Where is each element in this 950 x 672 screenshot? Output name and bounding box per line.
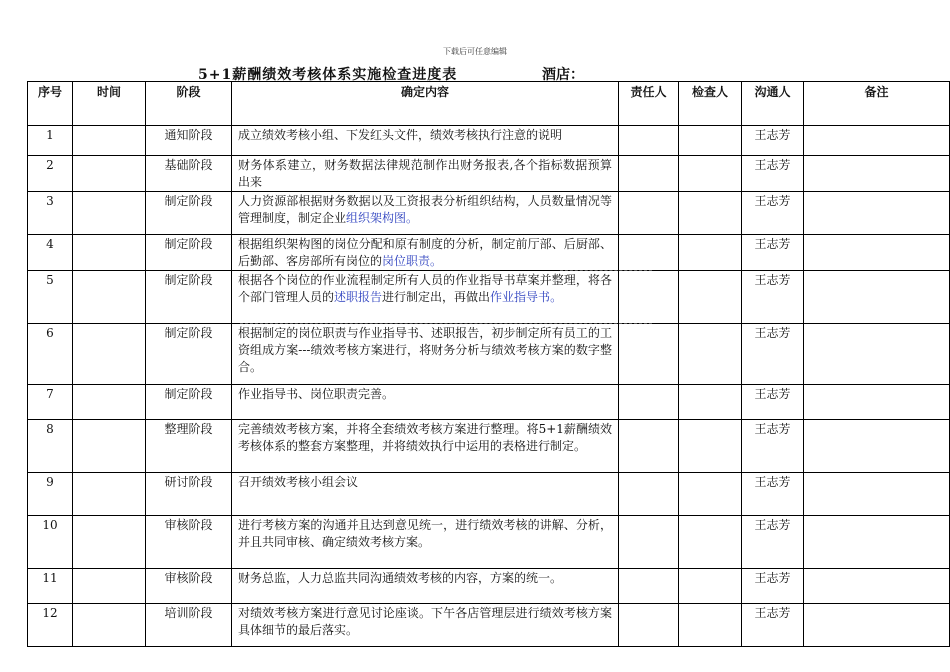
table-row	[28, 126, 950, 156]
table-row	[28, 569, 950, 604]
table-body	[28, 126, 950, 647]
cell-remark	[804, 271, 950, 324]
cell-time	[73, 235, 146, 271]
cell-time	[73, 420, 146, 473]
cell-time	[73, 271, 146, 324]
cell-stage: 研讨阶段	[146, 473, 232, 516]
cell-content	[232, 569, 619, 604]
cell-remark	[804, 420, 950, 473]
cell-content	[232, 156, 619, 192]
header-remark: 备注	[804, 82, 950, 126]
cell-owner	[619, 156, 679, 192]
cell-seq: 6	[28, 324, 73, 385]
cell-owner	[619, 271, 679, 324]
cell-remark	[804, 156, 950, 192]
cell-owner	[619, 516, 679, 569]
cell-remark	[804, 385, 950, 420]
cell-seq: 3	[28, 192, 73, 235]
cell-content	[232, 126, 619, 156]
header-content: 确定内容	[232, 82, 619, 126]
cell-communicator: 王志芳	[742, 324, 804, 385]
content-text: 根据组织架构图的岗位分配和原有制度的分析，制定前厅部、后厨部、后勤部、客房部所有岗位的	[238, 237, 612, 268]
cell-remark	[804, 604, 950, 647]
page-note: 下载后可任意编辑	[443, 47, 507, 56]
header-owner: 责任人	[619, 82, 679, 126]
cell-stage: 制定阶段	[146, 192, 232, 235]
content-link[interactable]: 岗位职责	[382, 254, 431, 268]
table-row	[28, 385, 950, 420]
cell-checker	[679, 420, 742, 473]
content-text-tail: 。	[550, 290, 563, 304]
cell-time	[73, 156, 146, 192]
cell-owner	[619, 420, 679, 473]
cell-stage: 制定阶段	[146, 385, 232, 420]
cell-content	[232, 516, 619, 569]
header-seq: 序号	[28, 82, 73, 126]
cell-owner	[619, 324, 679, 385]
cell-checker	[679, 235, 742, 271]
cell-content	[232, 192, 619, 235]
cell-stage: 基础阶段	[146, 156, 232, 192]
dashed-guide-top	[560, 270, 652, 271]
cell-content	[232, 420, 619, 473]
cell-remark	[804, 126, 950, 156]
cell-remark	[804, 235, 950, 271]
content-text: 召开绩效考核小组会议	[238, 475, 359, 489]
cell-communicator: 王志芳	[742, 473, 804, 516]
content-text: 人力资源部根据财务数据以及工资报表分析组织结构，人员数量情况等管理制度，制定企业	[238, 194, 612, 225]
content-text: 完善绩效考核方案，并将全套绩效考核方案进行整理。将5+1薪酬绩效考核体系的整套方案整理，并将绩效执行中运用的表格进行制定。	[238, 422, 612, 453]
cell-content	[232, 271, 619, 324]
table-row	[28, 192, 950, 235]
cell-remark	[804, 324, 950, 385]
content-text: 根据各个岗位的作业流程制定所有人员的作业指导书草案并整理，将各个部门管理人员的	[238, 273, 612, 304]
header-stage: 阶段	[146, 82, 232, 126]
cell-stage: 审核阶段	[146, 516, 232, 569]
cell-content	[232, 385, 619, 420]
table-row	[28, 271, 950, 324]
table-row	[28, 473, 950, 516]
cell-checker	[679, 604, 742, 647]
cell-content	[232, 473, 619, 516]
cell-stage: 培训阶段	[146, 604, 232, 647]
progress-table	[27, 81, 950, 647]
content-text: 作业指导书、岗位职责完善。	[238, 387, 395, 401]
cell-checker	[679, 324, 742, 385]
header-time: 时间	[73, 82, 146, 126]
cell-owner	[619, 473, 679, 516]
cell-communicator: 王志芳	[742, 516, 804, 569]
cell-seq: 1	[28, 126, 73, 156]
cell-stage: 制定阶段	[146, 324, 232, 385]
cell-seq: 5	[28, 271, 73, 324]
content-text: 成立绩效考核小组、下发红头文件，绩效考核执行注意的说明	[238, 128, 563, 142]
cell-seq: 9	[28, 473, 73, 516]
cell-seq: 12	[28, 604, 73, 647]
cell-time	[73, 385, 146, 420]
cell-time	[73, 473, 146, 516]
cell-owner	[619, 235, 679, 271]
content-link-2[interactable]: 作业指导书	[490, 290, 551, 304]
cell-communicator: 王志芳	[742, 156, 804, 192]
cell-remark	[804, 569, 950, 604]
cell-time	[73, 516, 146, 569]
cell-remark	[804, 473, 950, 516]
cell-stage: 制定阶段	[146, 271, 232, 324]
cell-owner	[619, 385, 679, 420]
cell-remark	[804, 516, 950, 569]
cell-time	[73, 604, 146, 647]
cell-remark	[804, 192, 950, 235]
cell-checker	[679, 126, 742, 156]
cell-content	[232, 324, 619, 385]
cell-time	[73, 126, 146, 156]
content-text-tail: 。	[430, 254, 443, 268]
cell-seq: 10	[28, 516, 73, 569]
content-text: 财务体系建立，财务数据法律规范制作出财务报表,各个指标数据预算出来	[238, 158, 612, 189]
table-row	[28, 604, 950, 647]
cell-checker	[679, 569, 742, 604]
cell-checker	[679, 473, 742, 516]
cell-communicator: 王志芳	[742, 385, 804, 420]
cell-seq: 8	[28, 420, 73, 473]
content-link[interactable]: 述职报告	[334, 290, 383, 304]
cell-seq: 11	[28, 569, 73, 604]
cell-checker	[679, 156, 742, 192]
content-text: 对绩效考核方案进行意见讨论座谈。下午各店管理层进行绩效考核方案具体细节的最后落实。	[238, 606, 612, 637]
cell-communicator: 王志芳	[742, 126, 804, 156]
cell-stage: 审核阶段	[146, 569, 232, 604]
cell-owner	[619, 569, 679, 604]
header-checker: 检查人	[679, 82, 742, 126]
cell-checker	[679, 271, 742, 324]
hotel-label: 酒店：	[542, 67, 584, 83]
content-text-mid: 进行制定出，再做出	[382, 290, 491, 304]
content-text: 进行考核方案的沟通并且达到意见统一，进行绩效考核的讲解、分析，并且共同审核、确定绩效考核方案。	[238, 518, 612, 549]
content-text: 根据制定的岗位职责与作业指导书、述职报告，初步制定所有员工的工资组成方案---绩效考核方案进行，将财务分析与绩效考核方案的数字整合。	[238, 326, 612, 374]
cell-stage: 通知阶段	[146, 126, 232, 156]
cell-checker	[679, 385, 742, 420]
page-title: 5+1薪酬绩效考核体系实施检查进度表	[198, 67, 458, 83]
cell-seq: 7	[28, 385, 73, 420]
cell-stage: 制定阶段	[146, 235, 232, 271]
cell-owner	[619, 604, 679, 647]
table-row	[28, 420, 950, 473]
dashed-guide-bottom	[240, 323, 652, 324]
header-row	[28, 82, 950, 126]
cell-time	[73, 324, 146, 385]
cell-stage: 整理阶段	[146, 420, 232, 473]
cell-communicator: 王志芳	[742, 420, 804, 473]
content-link[interactable]: 组织架构图	[346, 211, 407, 225]
table-row	[28, 516, 950, 569]
cell-communicator: 王志芳	[742, 569, 804, 604]
table-row	[28, 324, 950, 385]
cell-owner	[619, 126, 679, 156]
content-text: 财务总监，人力总监共同沟通绩效考核的内容，方案的统一。	[238, 571, 563, 585]
cell-checker	[679, 516, 742, 569]
cell-checker	[679, 192, 742, 235]
cell-seq: 4	[28, 235, 73, 271]
table-row	[28, 156, 950, 192]
content-text-tail: 。	[406, 211, 419, 225]
cell-owner	[619, 192, 679, 235]
table-row	[28, 235, 950, 271]
cell-communicator: 王志芳	[742, 271, 804, 324]
cell-seq: 2	[28, 156, 73, 192]
cell-communicator: 王志芳	[742, 604, 804, 647]
cell-communicator: 王志芳	[742, 192, 804, 235]
cell-communicator: 王志芳	[742, 235, 804, 271]
header-communicator: 沟通人	[742, 82, 804, 126]
cell-time	[73, 569, 146, 604]
cell-content	[232, 235, 619, 271]
cell-content	[232, 604, 619, 647]
cell-time	[73, 192, 146, 235]
